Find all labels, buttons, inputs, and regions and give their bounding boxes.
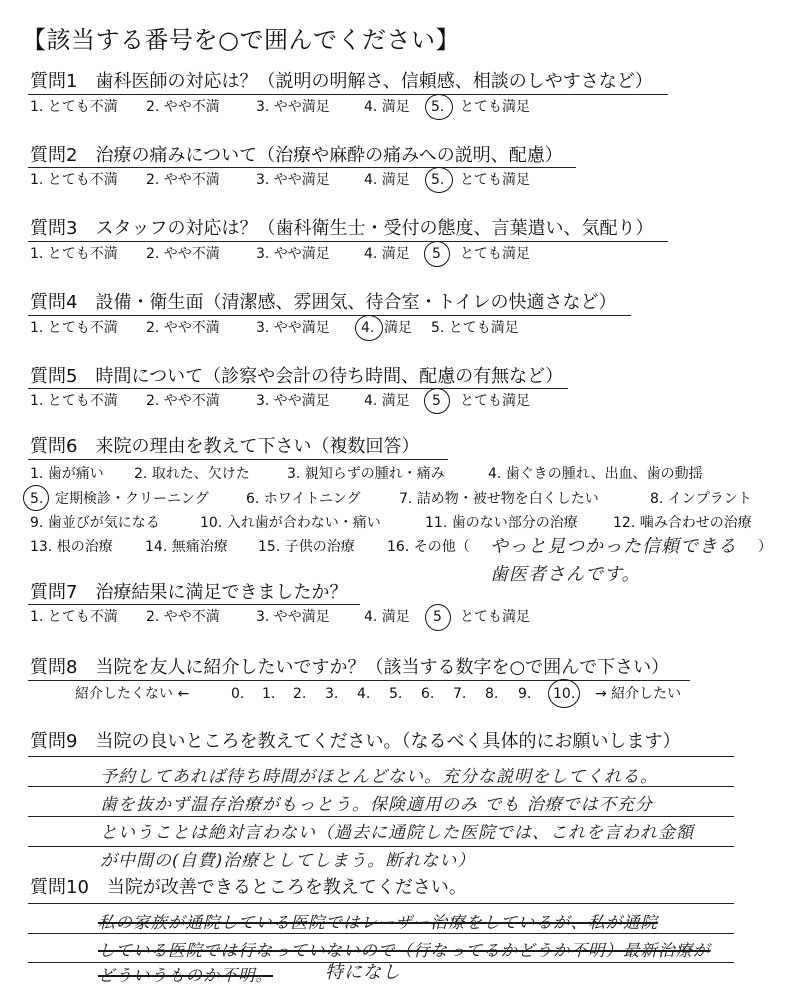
q3-option-5-label: とても満足 — [460, 246, 530, 262]
q7-answer-circle — [425, 604, 451, 631]
q8-scale-10[interactable]: 10. — [553, 686, 576, 702]
q6-option-10[interactable]: 10. 入れ歯が合わない・痛い — [200, 515, 381, 531]
q3-option-3[interactable]: 3. やや満足 — [256, 246, 330, 262]
q1-option-5-number[interactable]: 5. — [431, 99, 445, 115]
q1-option-2[interactable]: 2. やや不満 — [146, 99, 220, 115]
page-title: 【該当する番号を○で囲んでください】 — [22, 26, 460, 54]
question-7-underline — [28, 604, 360, 605]
q9-answer-line-3 — [28, 816, 734, 817]
q6-option-9[interactable]: 9. 歯並びが気になる — [30, 515, 160, 531]
q9-handwritten-line-4[interactable]: が中間の(自費)治療としてしまう。断れない） — [100, 851, 476, 871]
q6-option-4[interactable]: 4. 歯ぐきの腫れ、出血、歯の動揺 — [488, 466, 703, 482]
question-5-underline — [28, 388, 568, 389]
q10-handwritten-line-3-struck[interactable]: どういうものか不明。 — [98, 966, 273, 985]
q9-handwritten-line-3[interactable]: ということは絶対言わない（過去に通院した医院では、これを言われ金額 — [100, 823, 694, 843]
q9-handwritten-line-2[interactable]: 歯を抜かず温存治療がもっとう。保険適用のみ でも 治療では不充分 — [100, 795, 653, 815]
q2-option-1[interactable]: 1. とても不満 — [30, 172, 118, 188]
q8-scale-6[interactable]: 6. — [421, 686, 435, 702]
q6-option-15[interactable]: 15. 子供の治療 — [258, 539, 355, 555]
q5-option-5-label: とても満足 — [460, 393, 530, 409]
q6-option-14[interactable]: 14. 無痛治療 — [145, 539, 228, 555]
q6-option-5-number[interactable]: 5. — [30, 491, 44, 507]
question-5-label: 質問5 時間について（診察や会計の待ち時間、配慮の有無など） — [30, 366, 564, 387]
q8-scale-4[interactable]: 4. — [357, 686, 371, 702]
q10-handwritten-line-1-struck[interactable]: 私の家族が通院している医院ではレーザー治療をしているが、私が通院 — [98, 913, 658, 932]
question-6-underline — [28, 459, 448, 460]
q6-option-12[interactable]: 12. 噛み合わせの治療 — [613, 515, 752, 531]
q4-option-4-number[interactable]: 4. — [361, 320, 375, 336]
question-4-underline — [28, 315, 631, 316]
question-7-label: 質問7 治療結果に満足できましたか？ — [30, 582, 348, 603]
question-4-label: 質問4 設備・衛生面（清潔感、雰囲気、待合室・トイレの快適さなど） — [30, 292, 617, 313]
q5-option-5-number[interactable]: 5 — [432, 393, 441, 409]
q1-option-4[interactable]: 4. 満足 — [364, 99, 410, 115]
q3-option-4[interactable]: 4. 満足 — [364, 246, 410, 262]
q4-option-5[interactable]: 5. とても満足 — [431, 320, 519, 336]
q5-option-1[interactable]: 1. とても不満 — [30, 393, 118, 409]
q8-scale-right-label: → 紹介したい — [595, 686, 682, 702]
q7-option-4[interactable]: 4. 満足 — [364, 609, 410, 625]
q6-option-6[interactable]: 6. ホワイトニング — [246, 491, 361, 507]
q1-option-3[interactable]: 3. やや満足 — [256, 99, 330, 115]
question-2-underline — [28, 167, 576, 168]
q6-option-8[interactable]: 8. インプラント — [650, 491, 752, 507]
q4-option-4-label: 満足 — [384, 320, 412, 336]
q2-option-5-label: とても満足 — [460, 172, 530, 188]
q6-option-16[interactable]: 16. その他（ — [387, 539, 470, 555]
q3-option-2[interactable]: 2. やや不満 — [146, 246, 220, 262]
question-3-underline — [28, 241, 668, 242]
question-2-label: 質問2 治療の痛みについて（治療や麻酔の痛みへの説明、配慮） — [30, 145, 563, 166]
question-8-label: 質問8 当院を友人に紹介したいですか？（該当する数字を○で囲んで下さい） — [30, 657, 670, 678]
q3-option-5-number[interactable]: 5 — [432, 246, 441, 262]
q5-option-2[interactable]: 2. やや不満 — [146, 393, 220, 409]
q4-option-2[interactable]: 2. やや不満 — [146, 320, 220, 336]
q7-option-5-number[interactable]: 5 — [433, 609, 442, 625]
q10-handwritten-line-2-struck[interactable]: している医院では行なっていないので（行なってるかどうか不明）最新治療が — [98, 941, 711, 960]
q5-answer-circle — [424, 388, 450, 414]
q2-option-3[interactable]: 3. やや満足 — [256, 172, 330, 188]
q1-option-5-label: とても満足 — [460, 99, 530, 115]
question-6-label: 質問6 来院の理由を教えて下さい（複数回答） — [30, 436, 420, 457]
question-1-label: 質問1 歯科医師の対応は？（説明の明解さ、信頼感、相談のしやすさなど） — [30, 71, 653, 92]
question-10-label: 質問10 当院が改善できるところを教えてください。 — [30, 877, 467, 898]
q4-option-3[interactable]: 3. やや満足 — [256, 320, 330, 336]
q9-handwritten-line-1[interactable]: 予約してあれば待ち時間がほとんどない。充分な説明をしてくれる。 — [100, 767, 658, 787]
q8-scale-left-label: 紹介したくない ← — [75, 686, 190, 702]
q8-scale-1[interactable]: 1. — [262, 686, 276, 702]
q7-option-1[interactable]: 1. とても不満 — [30, 609, 118, 625]
q6-option-13[interactable]: 13. 根の治療 — [30, 539, 113, 555]
q8-answer-circle — [548, 679, 580, 708]
q6-option-5-label: 定期検診・クリーニング — [55, 491, 209, 507]
q2-option-4[interactable]: 4. 満足 — [364, 172, 410, 188]
q6-other-close-paren: ） — [758, 539, 772, 555]
q8-scale-8[interactable]: 8. — [485, 686, 499, 702]
q4-answer-circle — [355, 315, 383, 341]
q8-scale-0[interactable]: 0. — [231, 686, 245, 702]
q7-option-3[interactable]: 3. やや満足 — [256, 609, 330, 625]
q2-option-5-number[interactable]: 5. — [431, 172, 445, 188]
q8-scale-7[interactable]: 7. — [453, 686, 467, 702]
q6-option-7[interactable]: 7. 詰め物・被せ物を白くしたい — [399, 491, 599, 507]
q6-other-handwritten-line-1[interactable]: やっと見つかった信頼できる — [490, 536, 737, 557]
q8-scale-3[interactable]: 3. — [325, 686, 339, 702]
q2-answer-circle — [425, 167, 453, 193]
q10-handwritten-final-answer[interactable]: 特になし — [325, 962, 401, 983]
q2-option-2[interactable]: 2. やや不満 — [146, 172, 220, 188]
question-3-label: 質問3 スタッフの対応は？（歯科衛生士・受付の態度、言葉遣い、気配り） — [30, 218, 654, 239]
q8-scale-9[interactable]: 9. — [518, 686, 532, 702]
question-8-underline — [28, 680, 690, 681]
question-1-underline — [28, 94, 668, 95]
q1-answer-circle — [425, 94, 453, 120]
q4-option-1[interactable]: 1. とても不満 — [30, 320, 118, 336]
q3-option-1[interactable]: 1. とても不満 — [30, 246, 118, 262]
q8-scale-2[interactable]: 2. — [293, 686, 307, 702]
q7-option-2[interactable]: 2. やや不満 — [146, 609, 220, 625]
q6-option-1[interactable]: 1. 歯が痛い — [30, 466, 104, 482]
q7-option-5-label: とても満足 — [460, 609, 530, 625]
question-9-label: 質問9 当院の良いところを教えてください。（なるべく具体的にお願いします） — [30, 731, 681, 752]
q3-answer-circle — [424, 241, 450, 267]
q10-answer-line-1 — [28, 903, 734, 904]
q5-option-3[interactable]: 3. やや満足 — [256, 393, 330, 409]
q10-answer-line-2 — [28, 933, 734, 934]
q8-scale-5[interactable]: 5. — [389, 686, 403, 702]
q5-option-4[interactable]: 4. 満足 — [364, 393, 410, 409]
q9-answer-line-1 — [28, 756, 734, 757]
q6-answer-circle — [23, 485, 49, 511]
q1-option-1[interactable]: 1. とても不満 — [30, 99, 118, 115]
q6-option-2[interactable]: 2. 取れた、欠けた — [134, 466, 250, 482]
q6-option-3[interactable]: 3. 親知らずの腫れ・痛み — [287, 466, 445, 482]
q6-option-11[interactable]: 11. 歯のない部分の治療 — [425, 515, 578, 531]
q6-other-handwritten-line-2[interactable]: 歯医者さんです。 — [490, 564, 641, 585]
